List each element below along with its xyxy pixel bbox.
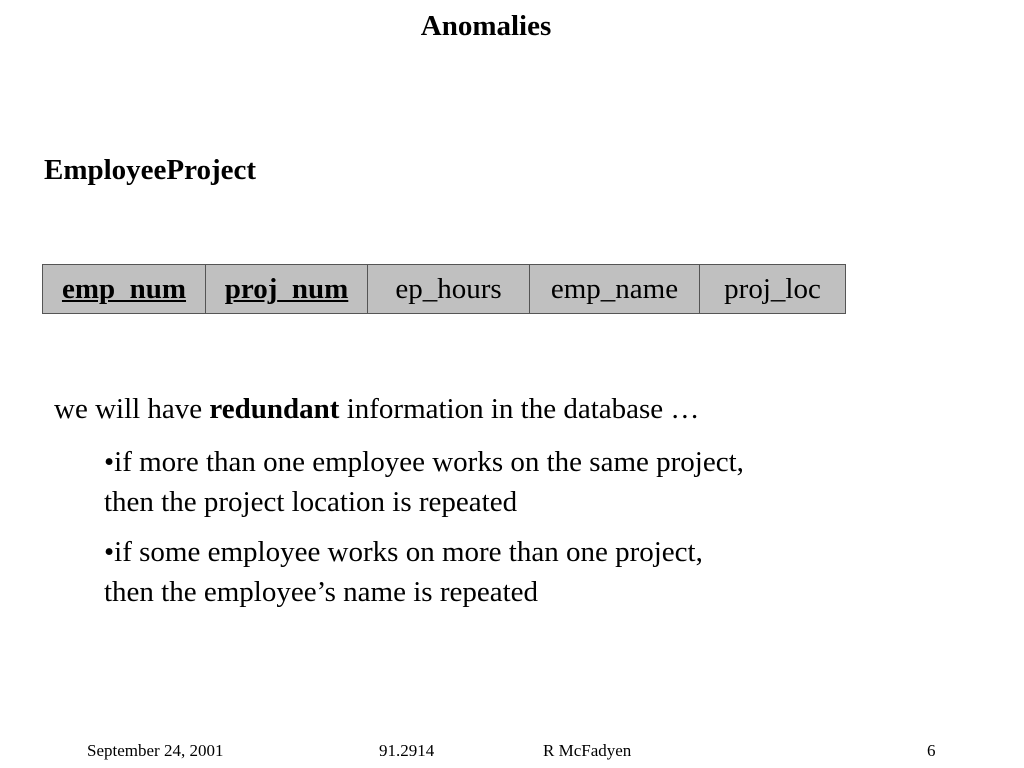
- schema-column-emp-num: emp_num: [43, 265, 206, 314]
- schema-column-ep-hours: ep_hours: [368, 265, 530, 314]
- bullet-item: [104, 442, 904, 522]
- intro-text: [54, 393, 699, 426]
- bullet-item: [104, 532, 904, 612]
- schema-column-emp-name: emp_name: [530, 265, 700, 314]
- schema-column-proj-num: proj_num: [206, 265, 368, 314]
- schema-column-proj-loc: proj_loc: [700, 265, 846, 314]
- bullet-line: •if some employee works on more than one project,: [104, 536, 703, 568]
- footer-date: September 24, 2001: [87, 741, 224, 760]
- intro-emphasis: redundant: [209, 393, 340, 425]
- schema-table: [42, 264, 846, 314]
- footer-page-number: 6: [927, 741, 936, 760]
- intro-before: we will have: [54, 393, 210, 425]
- bullet-line: •if more than one employee works on the same project,: [104, 446, 744, 478]
- relation-name: EmployeeProject: [44, 154, 257, 186]
- slide-title: Anomalies: [420, 10, 552, 42]
- intro-after: information in the database …: [339, 393, 700, 425]
- bullet-line: then the project location is repeated: [104, 486, 518, 518]
- bullet-line: then the employee’s name is repeated: [104, 576, 539, 608]
- footer-course: 91.2914: [379, 741, 435, 760]
- footer-author: R McFadyen: [543, 741, 632, 760]
- schema-row: [43, 265, 846, 314]
